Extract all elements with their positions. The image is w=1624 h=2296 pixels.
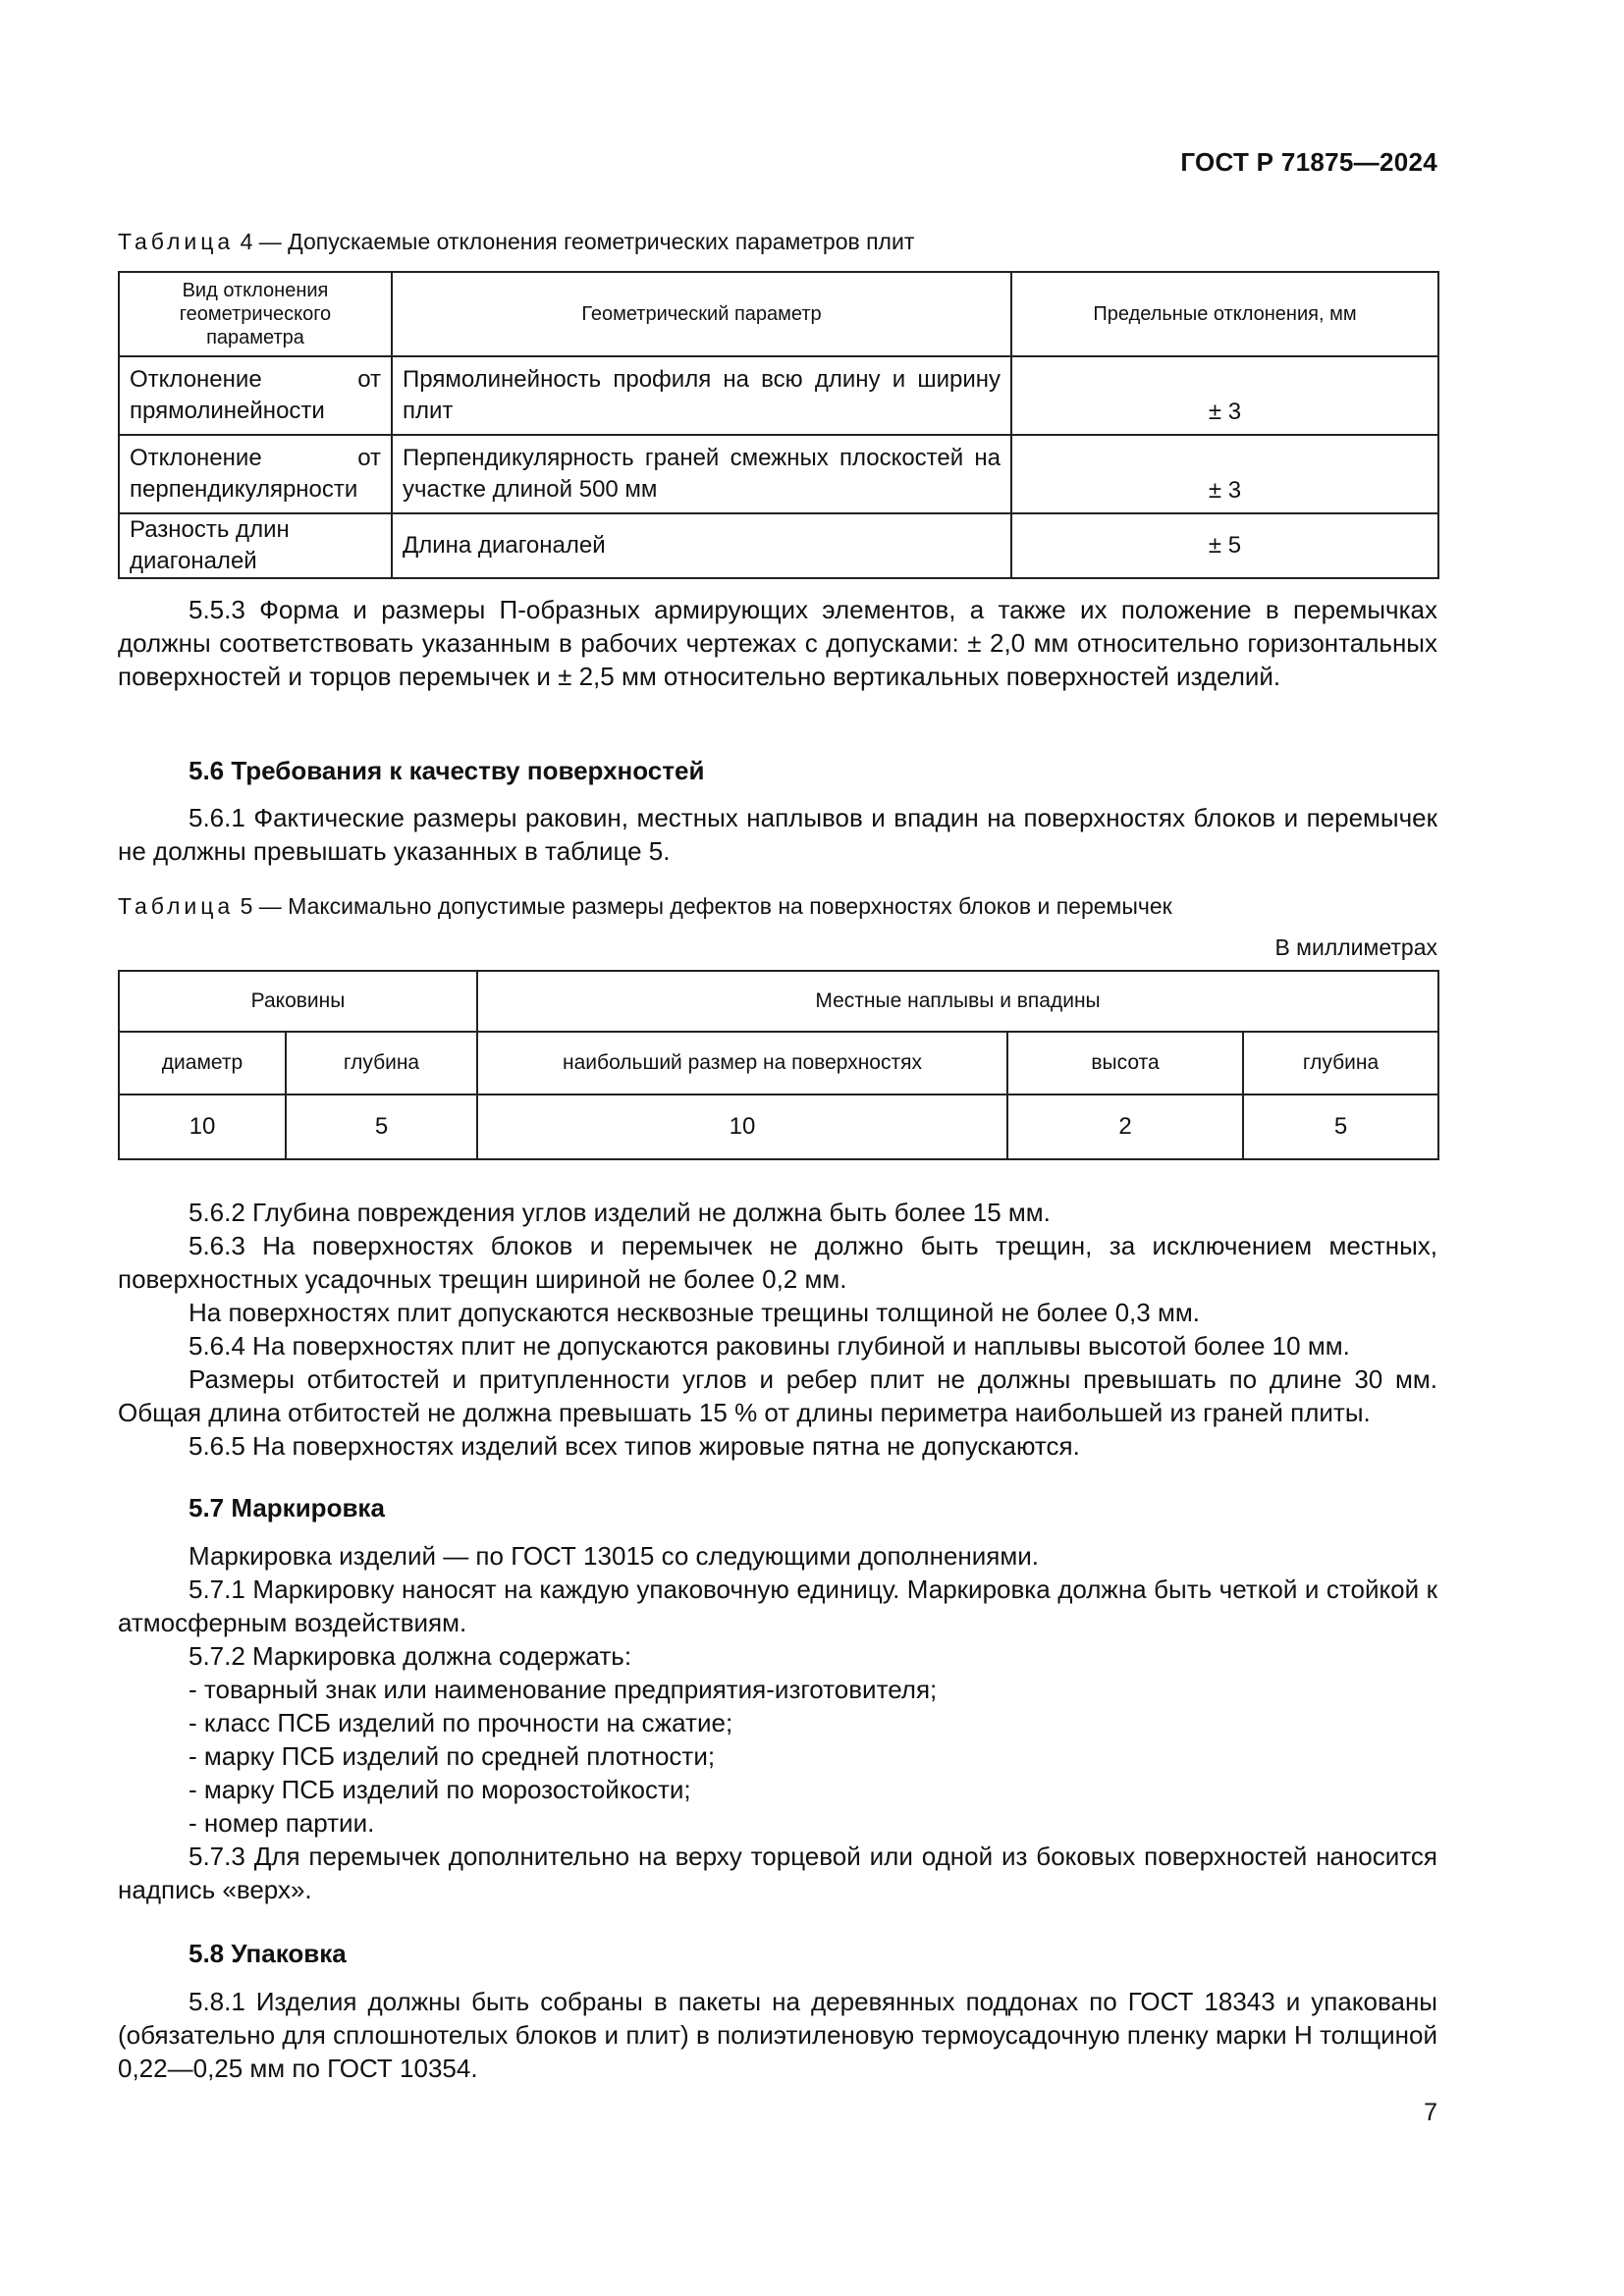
paragraph-5-6-5: 5.6.5 На поверхностях изделий всех типов жировые пятна не допускаются. [189, 1431, 1080, 1461]
table4-caption-text: 4 — Допускаемые отклонения геометрических параметров плит [234, 229, 915, 254]
table4-tol-cell: ± 3 [1011, 435, 1438, 513]
table4-header-kind: Вид отклонения геометрического параметра [119, 272, 392, 356]
paragraph-5-7: Маркировка изделий — по ГОСТ 13015 со следующими дополнениями. [189, 1541, 1039, 1571]
table5-caption-text: 5 — Максимально допустимые размеры дефектов на поверхностях блоков и перемычек [234, 893, 1172, 919]
table5-group-cavities: Раковины [119, 971, 477, 1032]
table4-caption [118, 227, 1437, 256]
page-number: 7 [1424, 2099, 1437, 2126]
table5-sub-max-size: наибольший размер на поверхностях [477, 1032, 1007, 1095]
table5-sub-diameter: диаметр [119, 1032, 286, 1095]
heading-5-8: 5.8 Упаковка [189, 1939, 347, 1968]
table-row [119, 1095, 1438, 1159]
table4-header-row [119, 272, 1438, 356]
paragraph-5-7-3: 5.7.3 Для перемычек дополнительно на верху торцевой или одной из боковых поверхностей наносится надпись «верх». [118, 1842, 1437, 1904]
paragraph-5-6-3: 5.6.3 На поверхностях блоков и перемычек не должно быть трещин, за исключением местных, поверхностных усадочных трещин шириной не более 0,2 мм. [118, 1231, 1437, 1294]
table4 [118, 271, 1437, 579]
table4-param-cell: Прямолинейность профиля на всю длину и ширину плит [392, 356, 1011, 435]
table5-group-row [119, 971, 1438, 1032]
table5-value: 5 [1243, 1095, 1438, 1159]
table5-sub-row [119, 1032, 1438, 1095]
table4-param-cell: Длина диагоналей [392, 513, 1011, 578]
table5-value: 2 [1007, 1095, 1243, 1159]
section-5-6-body [118, 1196, 1437, 1463]
paragraph-5-7-1: 5.7.1 Маркировку наносят на каждую упаковочную единицу. Маркировка должна быть четкой и стойкой к атмосферным воздействиям. [118, 1575, 1437, 1637]
list-item: - номер партии. [189, 1808, 375, 1838]
table4-kind-cell: Отклонение от прямолинейности [119, 356, 392, 435]
paragraph-5-6-4b: Размеры отбитостей и притупленности углов и ребер плит не должны превышать по длине 30 мм. Общая длина отбитостей не должна превышать 15 % от длины периметра наибольшей из граней плиты. [118, 1364, 1437, 1427]
paragraph-5-6-1: 5.6.1 Фактические размеры раковин, местных наплывов и впадин на поверхностях блоков и перемычек не должны превышать указанных в таблице 5. [118, 803, 1437, 866]
heading-5-6: 5.6 Требования к качеству поверхностей [189, 756, 705, 785]
table5-value: 5 [286, 1095, 477, 1159]
table5-sub-height: высота [1007, 1032, 1243, 1095]
paragraph-5-5-3: 5.5.3 Форма и размеры П-образных армирующих элементов, а также их положение в перемычках должны соответствовать указанным в рабочих чертежах с допусками: ± 2,0 мм относительно горизонтальных поверхностей и торцов перемычек и ± 2,5 мм относительно вертикальных поверхностей изделий. [118, 595, 1437, 691]
table5-unit: В миллиметрах [1274, 934, 1437, 960]
paragraph-5-8-1: 5.8.1 Изделия должны быть собраны в пакеты на деревянных поддонах по ГОСТ 18343 и упакованы (обязательно для сплошнотелых блоков и плит) в полиэтиленовую термоусадочную пленку марки Н толщиной 0,22—0,25 мм по ГОСТ 10354. [118, 1987, 1437, 2083]
table5-caption [118, 891, 1437, 921]
table5-value: 10 [119, 1095, 286, 1159]
table4-header-param: Геометрический параметр [392, 272, 1011, 356]
table4-caption-word: Таблица [118, 229, 235, 254]
table5 [118, 970, 1437, 1160]
list-item: - класс ПСБ изделий по прочности на сжатие; [189, 1708, 733, 1737]
table5-sub-depth: глубина [286, 1032, 477, 1095]
table4-tol-cell: ± 5 [1011, 513, 1438, 578]
section-5-7-body [118, 1539, 1437, 1906]
list-item: - марку ПСБ изделий по средней плотности; [189, 1741, 716, 1771]
paragraph-5-7-2: 5.7.2 Маркировка должна содержать: [189, 1641, 632, 1671]
table4-kind-cell: Разность длин диагоналей [119, 513, 392, 578]
paragraph-5-6-3b: На поверхностях плит допускаются несквозные трещины толщиной не более 0,3 мм. [189, 1298, 1200, 1327]
paragraph-5-6-2: 5.6.2 Глубина повреждения углов изделий не должна быть более 15 мм. [189, 1198, 1051, 1227]
table5-sub-depth2: глубина [1243, 1032, 1438, 1095]
list-item: - товарный знак или наименование предприятия-изготовителя; [189, 1675, 938, 1704]
list-item: - марку ПСБ изделий по морозостойкости; [189, 1775, 691, 1804]
table5-caption-word: Таблица [118, 893, 235, 919]
table4-header-tol: Предельные отклонения, мм [1011, 272, 1438, 356]
table5-group-bumps: Местные наплывы и впадины [477, 971, 1438, 1032]
table4-kind-cell: Отклонение от перпендикулярности [119, 435, 392, 513]
table4-param-cell: Перпендикулярность граней смежных плоскостей на участке длиной 500 мм [392, 435, 1011, 513]
table-row [119, 513, 1438, 578]
table5-value: 10 [477, 1095, 1007, 1159]
paragraph-5-6-4: 5.6.4 На поверхностях плит не допускаются раковины глубиной и наплывы высотой более 10 мм. [189, 1331, 1350, 1361]
table-row [119, 356, 1438, 435]
standard-code: ГОСТ Р 71875—2024 [1180, 147, 1437, 177]
heading-5-7: 5.7 Маркировка [189, 1493, 385, 1522]
table-row [119, 435, 1438, 513]
table4-tol-cell: ± 3 [1011, 356, 1438, 435]
